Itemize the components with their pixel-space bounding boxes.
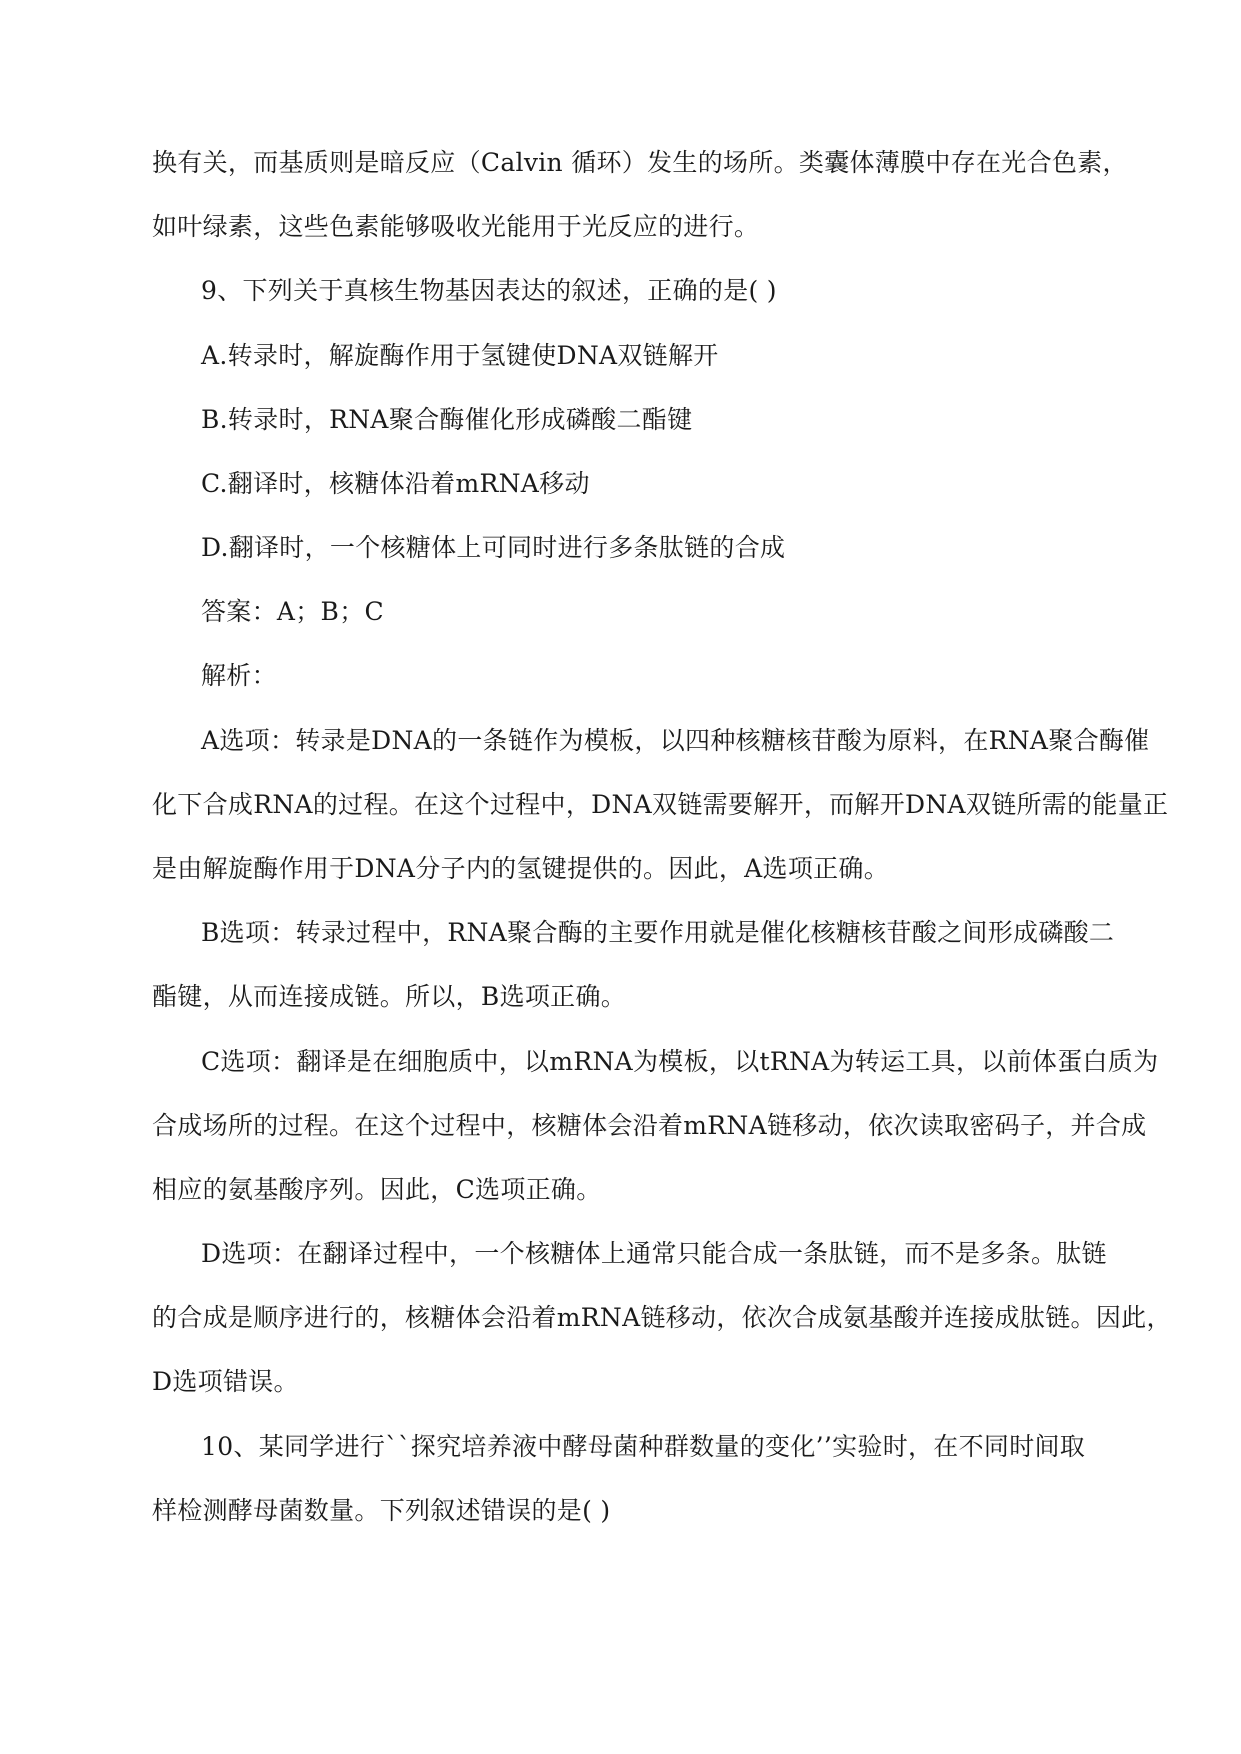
option-b: B.转录时，RNA聚合酶催化形成磷酸二酯键	[201, 405, 693, 434]
analysis-d-line: 的合成是顺序进行的，核糖体会沿着mRNA链移动，依次合成氨基酸并连接成肽链。因此，	[152, 1303, 1172, 1332]
analysis-d-line: D选项错误。	[152, 1367, 299, 1396]
analysis-d-line: D选项：在翻译过程中，一个核糖体上通常只能合成一条肽链，而不是多条。肽链	[201, 1239, 1107, 1268]
option-d: D.翻译时，一个核糖体上可同时进行多条肽链的合成	[201, 533, 786, 562]
analysis-c-line: C选项：翻译是在细胞质中，以mRNA为模板，以tRNA为转运工具，以前体蛋白质为	[201, 1047, 1159, 1076]
answer-line: 答案：A；B；C	[201, 597, 384, 626]
option-a: A.转录时，解旋酶作用于氢键使DNA双链解开	[201, 341, 719, 370]
analysis-a-line: 化下合成RNA的过程。在这个过程中，DNA双链需要解开，而解开DNA双链所需的能量正	[152, 790, 1169, 819]
paragraph-line: 换有关，而基质则是暗反应（Calvin 循环）发生的场所。类囊体薄膜中存在光合色素，	[152, 148, 1128, 177]
option-c: C.翻译时，核糖体沿着mRNA移动	[201, 469, 590, 498]
analysis-heading: 解析：	[201, 661, 277, 690]
question-10-stem: 样检测酵母菌数量。下列叙述错误的是( )	[152, 1496, 611, 1525]
question-9-stem: 9、下列关于真核生物基因表达的叙述，正确的是( )	[201, 276, 777, 305]
analysis-b-line: 酯键，从而连接成链。所以，B选项正确。	[152, 982, 627, 1011]
question-10-stem: 10、某同学进行``探究培养液中酵母菌种群数量的变化’’实验时，在不同时间取	[201, 1432, 1086, 1461]
analysis-a-line: A选项：转录是DNA的一条链作为模板，以四种核糖核苷酸为原料，在RNA聚合酶催	[201, 726, 1150, 755]
analysis-c-line: 相应的氨基酸序列。因此，C选项正确。	[152, 1175, 602, 1204]
paragraph-line: 如叶绿素，这些色素能够吸收光能用于光反应的进行。	[152, 212, 760, 241]
analysis-a-line: 是由解旋酶作用于DNA分子内的氢键提供的。因此，A选项正确。	[152, 854, 890, 883]
analysis-c-line: 合成场所的过程。在这个过程中，核糖体会沿着mRNA链移动，依次读取密码子，并合成	[152, 1111, 1147, 1140]
analysis-b-line: B选项：转录过程中，RNA聚合酶的主要作用就是催化核糖核苷酸之间形成磷酸二	[201, 918, 1115, 947]
